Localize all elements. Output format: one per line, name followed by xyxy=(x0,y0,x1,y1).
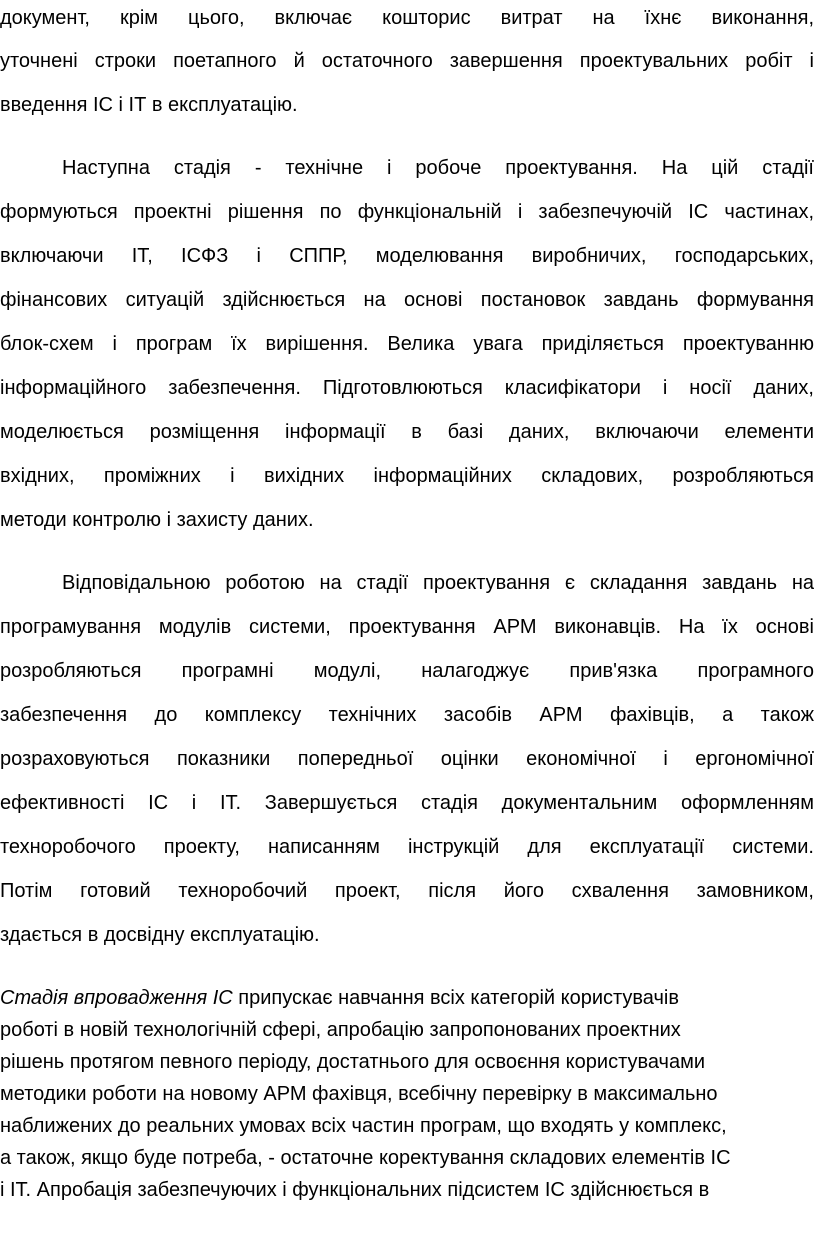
paragraph-2-line-5: блок-схем і програм їх вирішення. Велика увага приділяється проектуванню xyxy=(0,333,814,355)
paragraph-2-line-3: включаючи ІТ, ІСФЗ і СППР, моделювання виробничих, господарських, xyxy=(0,245,814,267)
paragraph-2-line-2: формуються проектні рішення по функціональній і забезпечуючій ІС частинах, xyxy=(0,201,814,223)
paragraph-2-line-4: фінансових ситуацій здійснюється на основі постановок завдань формування xyxy=(0,289,814,311)
paragraph-3-line-9: здається в досвідну експлуатацію. xyxy=(0,924,320,946)
paragraph-4-line-1 xyxy=(0,988,814,1008)
paragraph-3-line-5: розраховуються показники попередньої оцінки економічної і ергономічної xyxy=(0,748,814,770)
paragraph-3-line-6: ефективності ІС і ІТ. Завершується стадія документальним оформленням xyxy=(0,792,814,814)
paragraph-4-line-4: методики роботи на новому АРМ фахівця, всебічну перевірку в максимально xyxy=(0,1083,718,1105)
paragraph-3-line-2: програмування модулів системи, проектування АРМ виконавців. На їх основі xyxy=(0,616,814,638)
paragraph-4-line-7: і ІТ. Апробація забезпечуючих і функціональних підсистем ІС здійснюється в xyxy=(0,1179,710,1201)
paragraph-4-line-3: рішень протягом певного періоду, достатнього для освоєння користувачами xyxy=(0,1051,706,1073)
paragraph-3-line-4: забезпечення до комплексу технічних засобів АРМ фахівців, а також xyxy=(0,704,814,726)
paragraph-2-line-8: вхідних, проміжних і вихідних інформаційних складових, розробляються xyxy=(0,465,814,487)
italic-lead-term: Стадія впровадження ІС xyxy=(0,987,233,1009)
paragraph-4-line-2: роботі в новій технологічній сфері, апробацію запропонованих проектних xyxy=(0,1019,681,1041)
paragraph-3-line-8: Потім готовий технoробочий проект, після його схвалення замовником, xyxy=(0,880,814,902)
paragraph-4-line-5: наближених до реальних умовах всіх частин програм, що входять у комплекс, xyxy=(0,1115,727,1137)
paragraph-3-line-7: технoробочого проекту, написанням інструкцій для експлуатації системи. xyxy=(0,836,814,858)
paragraph-1-line-1: документ, крім цього, включає кошторис витрат на їхнє виконання, xyxy=(0,7,814,29)
paragraph-4-line-1-rest: припускає навчання всіх категорій користувачів xyxy=(232,987,679,1009)
paragraph-1-line-2: уточнені строки поетапного й остаточного завершення проектувальних робіт і xyxy=(0,50,814,72)
paragraph-1-line-3: введення ІС і ІТ в експлуатацію. xyxy=(0,94,298,116)
paragraph-4-line-6: а також, якщо буде потреба, - остаточне коректування складових елементів ІС xyxy=(0,1147,731,1169)
paragraph-2-line-1: Наступна стадія - технічне і робоче проектування. На цій стадії xyxy=(62,157,814,179)
paragraph-3-line-1: Відповідальною роботою на стадії проектування є складання завдань на xyxy=(62,572,814,594)
paragraph-2-line-6: інформаційного забезпечення. Підготовлюються класифікатори і носії даних, xyxy=(0,377,814,399)
paragraph-2-line-7: моделюється розміщення інформації в базі даних, включаючи елементи xyxy=(0,421,814,443)
paragraph-2-line-9: методи контролю і захисту даних. xyxy=(0,509,314,531)
paragraph-3-line-3: розробляються програмні модулі, налагоджує прив'язка програмного xyxy=(0,660,814,682)
